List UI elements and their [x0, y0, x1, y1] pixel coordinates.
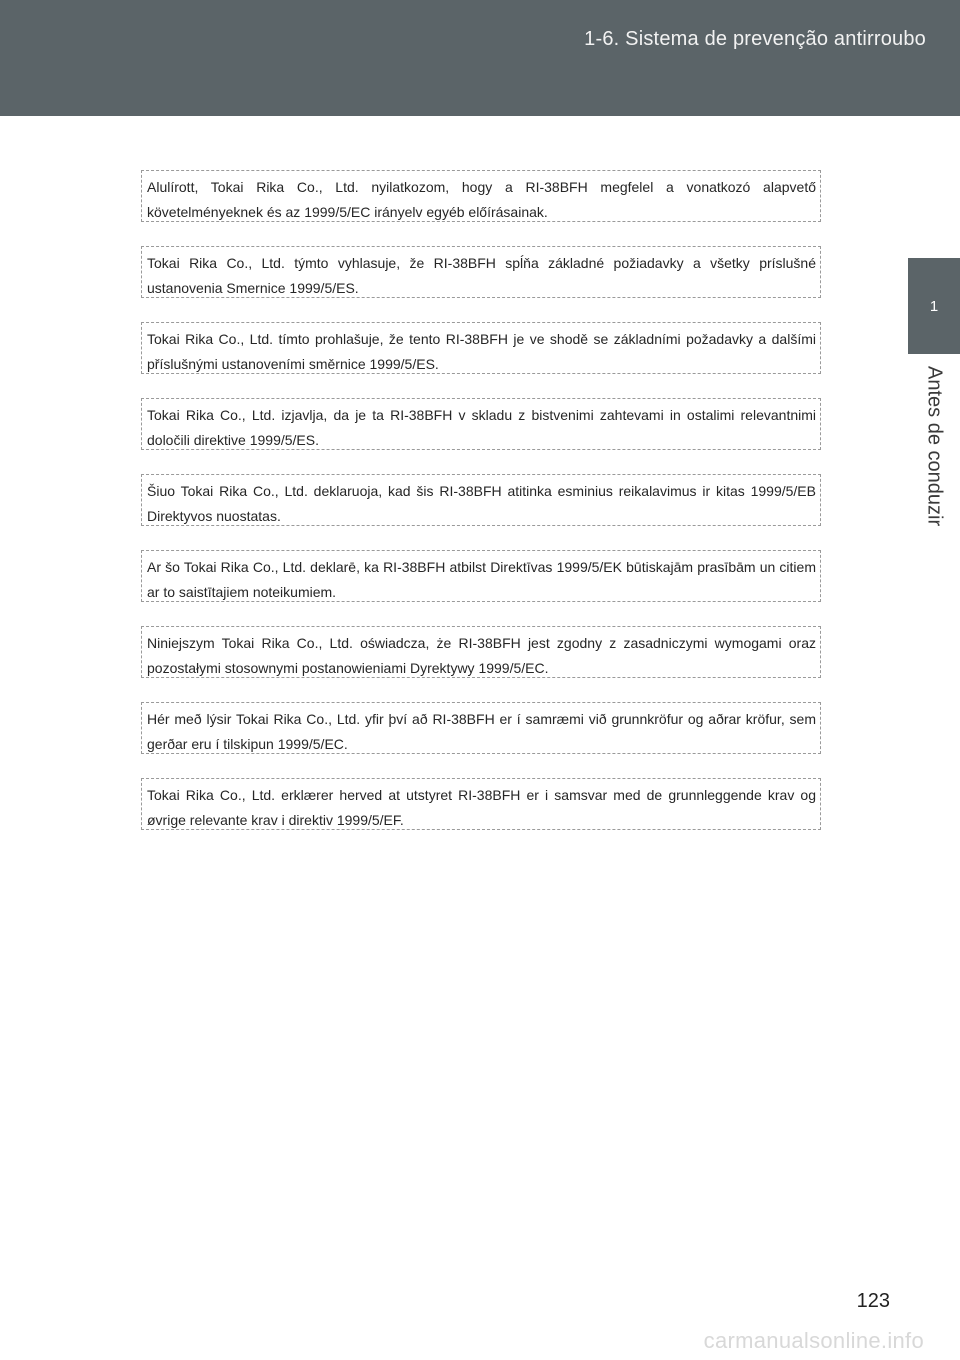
declaration-polish: Niniejszym Tokai Rika Co., Ltd. oświadcza, że RI-38BFH jest zgodny z zasadniczymi wymogami oraz pozostałymi stosownymi postanowieniami Dyrektywy 1999/5/EC.	[141, 626, 821, 678]
declaration-icelandic: Hér með lýsir Tokai Rika Co., Ltd. yfir því að RI-38BFH er í samræmi við grunnkröfur og aðrar kröfur, sem gerðar eru í tilskipun 1999/5/EC.	[141, 702, 821, 754]
header-band	[0, 0, 960, 116]
declaration-slovak: Tokai Rika Co., Ltd. týmto vyhlasuje, že RI-38BFH spĺňa základné požiadavky a všetky príslušné ustanovenia Smernice 1999/5/ES.	[141, 246, 821, 298]
declaration-slovenian: Tokai Rika Co., Ltd. izjavlja, da je ta RI-38BFH v skladu z bistvenimi zahtevami in ostalimi relevantnimi določili direktive 1999/5/ES.	[141, 398, 821, 450]
declaration-norwegian: Tokai Rika Co., Ltd. erklærer herved at utstyret RI-38BFH er i samsvar med de grunnleggende krav og øvrige relevante krav i direktiv 1999/5/EF.	[141, 778, 821, 830]
declaration-czech: Tokai Rika Co., Ltd. tímto prohlašuje, že tento RI-38BFH je ve shodě se základními požadavky a dalšími příslušnými ustanoveními směrnice 1999/5/ES.	[141, 322, 821, 374]
page-number: 123	[856, 1290, 890, 1312]
declaration-lithuanian: Šiuo Tokai Rika Co., Ltd. deklaruoja, kad šis RI-38BFH atitinka esminius reikalavimus ir kitas 1999/5/EB Direktyvos nuostatas.	[141, 474, 821, 526]
declaration-latvian: Ar šo Tokai Rika Co., Ltd. deklarē, ka RI-38BFH atbilst Direktīvas 1999/5/EK būtiskajām prasībām un citiem ar to saistītajiem noteikumiem.	[141, 550, 821, 602]
chapter-tab-number: 1	[908, 258, 960, 354]
declaration-list	[141, 170, 821, 854]
chapter-tab-label	[908, 354, 960, 554]
watermark: carmanualsonline.info	[703, 1328, 924, 1353]
section-title: 1-6. Sistema de prevenção antirroubo	[584, 28, 926, 50]
chapter-label-text: Antes de conduzir	[923, 366, 946, 527]
declaration-hungarian: Alulírott, Tokai Rika Co., Ltd. nyilatkozom, hogy a RI-38BFH megfelel a vonatkozó alapvető követelményeknek és az 1999/5/EC irányelv egyéb előírásainak.	[141, 170, 821, 222]
